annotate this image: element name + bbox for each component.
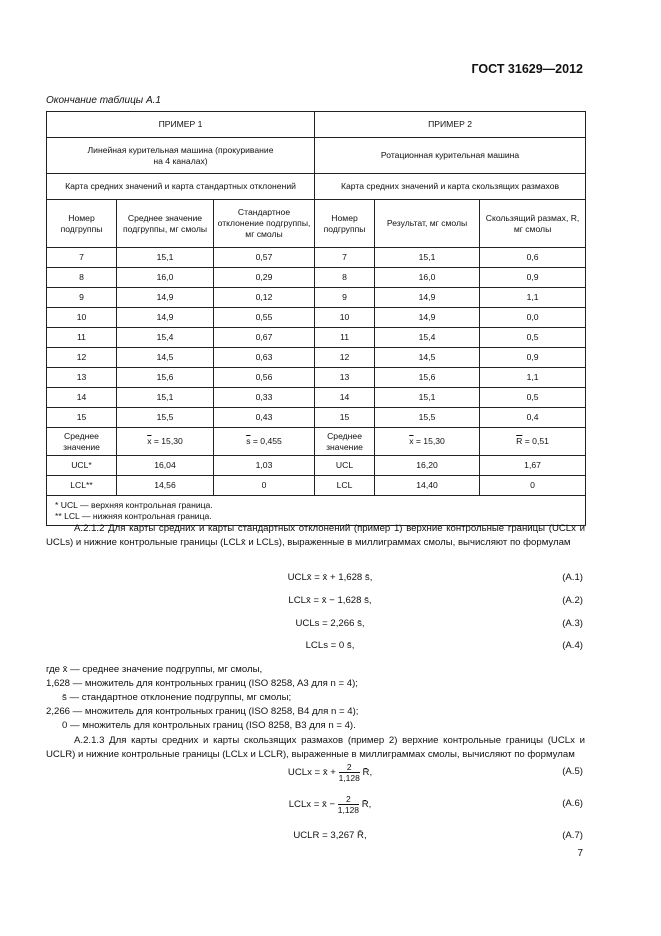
table-cell: 14,5: [117, 348, 214, 368]
table-cell: LCL**: [47, 476, 117, 496]
formula-a2: LCLx̄ = x̄ − 1,628 s̄,: [288, 595, 372, 606]
column-header: Номер подгруппы: [47, 200, 117, 248]
formula-a1: UCLx̄ = x̄ + 1,628 s̄,: [287, 572, 373, 583]
table-cell: 10: [47, 308, 117, 328]
formula-part: R̄,: [361, 799, 372, 811]
s-bar-symbol: $\overline{s}$: [246, 436, 251, 447]
paragraph-a213: А.2.1.3 Для карты средних и карты скользящих размахов (пример 2) верхние контрольные границы (UCLx и UCLR) и нижние контрольные границы (LCLx и LCLR), выраженные в миллиграммах смолы, вычисляют по формулам: [46, 735, 585, 760]
table-cell: 0: [214, 476, 315, 496]
table-cell: 15,5: [117, 408, 214, 428]
mean-value: = 15,30: [151, 436, 183, 447]
table-cell: 15,4: [375, 328, 480, 348]
table-row: [47, 268, 586, 288]
table-cell: 14,5: [375, 348, 480, 368]
machine-row: [47, 138, 586, 174]
table-cell: 1,67: [480, 456, 586, 476]
formula-a5: [200, 762, 460, 783]
formula-number: (А.1): [562, 572, 583, 583]
table-cell: 0,4: [480, 408, 586, 428]
mean-label-2: Среднее значение: [315, 428, 375, 456]
table-cell: 0,0: [480, 308, 586, 328]
table-cell: 14,9: [375, 308, 480, 328]
legend-b3: 0 — множитель для контрольных границ (ISO 8258, B3 для n = 4).: [46, 720, 356, 731]
table-cell: UCL: [315, 456, 375, 476]
column-header-row: [47, 200, 586, 248]
formula-a3: UCLs = 2,266 s̄,: [295, 618, 365, 629]
table-cell: 15,6: [375, 368, 480, 388]
page-number: 7: [577, 848, 583, 859]
formula-a6: [200, 794, 460, 815]
column-header: Среднее значение подгруппы, мг смолы: [117, 200, 214, 248]
table-cell: 0,5: [480, 328, 586, 348]
table-cell: 0,57: [214, 248, 315, 268]
legend-x: где x̄ — среднее значение подгруппы, мг смолы,: [46, 664, 263, 675]
table-cell: 14,9: [375, 288, 480, 308]
table-cell: 15,6: [117, 368, 214, 388]
table-cell: 1,1: [480, 288, 586, 308]
column-header: Стандартное отклонение подгруппы, мг смолы: [214, 200, 315, 248]
table-cell: 9: [47, 288, 117, 308]
table-cell: 15,1: [375, 248, 480, 268]
results-table: [46, 111, 586, 526]
example2-chart-type: Карта средних значений и карта скользящих размахов: [315, 174, 586, 200]
formula-number: (А.3): [562, 618, 583, 629]
mean-x-example1: [117, 428, 214, 456]
table-cell: 13: [47, 368, 117, 388]
paragraph-a212: А.2.1.2 Для карты средних и карты стандартных отклонений (пример 1) верхние контрольные границы (UCLx̄ и UCLs) и нижние контрольные границы (LCLx̄ и LCLs), выраженные в миллиграммах смолы, вычисляют по формулам: [46, 523, 585, 548]
table-cell: 0: [480, 476, 586, 496]
r-bar-symbol: $\overline{R}$: [516, 436, 523, 447]
table-cell: 0,33: [214, 388, 315, 408]
mean-x-example2: [375, 428, 480, 456]
legend-a3: 1,628 — множитель для контрольных границ (ISO 8258, A3 для n = 4);: [46, 678, 358, 689]
formula-number: (А.7): [562, 830, 583, 841]
formula-number: (А.6): [562, 798, 583, 809]
example1-chart-type: Карта средних значений и карта стандартных отклонений: [47, 174, 315, 200]
table-cell: 0,5: [480, 388, 586, 408]
column-header: Результат, мг смолы: [375, 200, 480, 248]
table-cell: 16,20: [375, 456, 480, 476]
table-cell: 0,12: [214, 288, 315, 308]
column-header: Номер подгруппы: [315, 200, 375, 248]
fraction-numerator: 2: [338, 794, 359, 805]
formula-number: (А.4): [562, 640, 583, 651]
table-row: [47, 368, 586, 388]
table-cell: 8: [315, 268, 375, 288]
note-ucl: * UCL — верхняя контрольная граница.: [55, 500, 213, 510]
mean-value: = 15,30: [413, 436, 445, 447]
table-cell: 16,0: [117, 268, 214, 288]
table-row: [47, 348, 586, 368]
table-cell: 0,9: [480, 268, 586, 288]
example1-machine: Линейная курительная машина (прокуривание на 4 каналах): [47, 138, 315, 174]
ucl-row: [47, 456, 586, 476]
table-cell: 13: [315, 368, 375, 388]
table-cell: 8: [47, 268, 117, 288]
table-cell: 15: [315, 408, 375, 428]
table-cell: 15,1: [375, 388, 480, 408]
x-bar-symbol: $\overline{x}$: [147, 436, 152, 447]
example1-title: ПРИМЕР 1: [47, 112, 315, 138]
document-header: ГОСТ 31629—2012: [471, 62, 583, 76]
table-cell: 14,9: [117, 308, 214, 328]
table-cell: 15: [47, 408, 117, 428]
table-title-row: [47, 112, 586, 138]
table-cell: 0,55: [214, 308, 315, 328]
formula-number: (А.2): [562, 595, 583, 606]
x-bar-symbol: $\overline{x}$: [409, 436, 414, 447]
fraction-denominator: 1,128: [337, 805, 360, 816]
table-cell: 1,1: [480, 368, 586, 388]
table-row: [47, 288, 586, 308]
formula-number: (А.5): [562, 766, 583, 777]
table-cell: LCL: [315, 476, 375, 496]
mean-r-example2: [480, 428, 586, 456]
table-cell: 15,1: [117, 388, 214, 408]
formula-part: LCLx = x̄ −: [288, 799, 336, 811]
table-cell: 0,29: [214, 268, 315, 288]
table-row: [47, 308, 586, 328]
formula-part: R̄,: [362, 767, 373, 779]
table-cell: 12: [47, 348, 117, 368]
table-cell: 15,5: [375, 408, 480, 428]
table-cell: 15,4: [117, 328, 214, 348]
table-cell: 11: [47, 328, 117, 348]
table-row: [47, 328, 586, 348]
legend-b4: 2,266 — множитель для контрольных границ (ISO 8258, B4 для n = 4);: [46, 706, 359, 717]
table-cell: 14,9: [117, 288, 214, 308]
table-cell: 0,43: [214, 408, 315, 428]
mean-value: = 0,455: [250, 436, 282, 447]
chart-type-row: [47, 174, 586, 200]
table-row: [47, 388, 586, 408]
formula-part: UCLx = x̄ +: [287, 767, 336, 779]
example2-title: ПРИМЕР 2: [315, 112, 586, 138]
fraction-denominator: 1,128: [338, 773, 360, 784]
fraction: [339, 762, 360, 783]
table-cell: 10: [315, 308, 375, 328]
table-cell: 14,56: [117, 476, 214, 496]
table-cell: 11: [315, 328, 375, 348]
table-row: [47, 408, 586, 428]
table-cell: 0,63: [214, 348, 315, 368]
table-cell: 1,03: [214, 456, 315, 476]
fraction: [338, 794, 359, 815]
formula-a7: UCLR = 3,267 R̄,: [293, 830, 367, 841]
mean-row: [47, 428, 586, 456]
table-cell: 0,9: [480, 348, 586, 368]
table-cell: 0,6: [480, 248, 586, 268]
formula-a4: LCLs = 0 s̄,: [305, 640, 355, 651]
table-cell: UCL*: [47, 456, 117, 476]
lcl-row: [47, 476, 586, 496]
column-header: Скользящий размах, R, мг смолы: [480, 200, 586, 248]
table-cell: 0,56: [214, 368, 315, 388]
note-lcl: ** LCL — нижняя контрольная граница.: [55, 510, 212, 521]
table-cell: 14: [315, 388, 375, 408]
mean-s-example1: [214, 428, 315, 456]
table-cell: 14: [47, 388, 117, 408]
table-cell: 7: [47, 248, 117, 268]
fraction-numerator: 2: [339, 762, 360, 773]
legend-s: s̄ — стандартное отклонение подгруппы, мг смолы;: [46, 692, 292, 703]
table-cell: 16,0: [375, 268, 480, 288]
mean-value: = 0,51: [522, 436, 549, 447]
table-cell: 0,67: [214, 328, 315, 348]
table-cell: 9: [315, 288, 375, 308]
table-cell: 14,40: [375, 476, 480, 496]
table-caption: Окончание таблицы А.1: [46, 95, 161, 106]
example2-machine: Ротационная курительная машина: [315, 138, 586, 174]
table-row: [47, 248, 586, 268]
table-cell: 15,1: [117, 248, 214, 268]
mean-label: Среднее значение: [47, 428, 117, 456]
table-cell: 7: [315, 248, 375, 268]
table-cell: 12: [315, 348, 375, 368]
table-cell: 16,04: [117, 456, 214, 476]
